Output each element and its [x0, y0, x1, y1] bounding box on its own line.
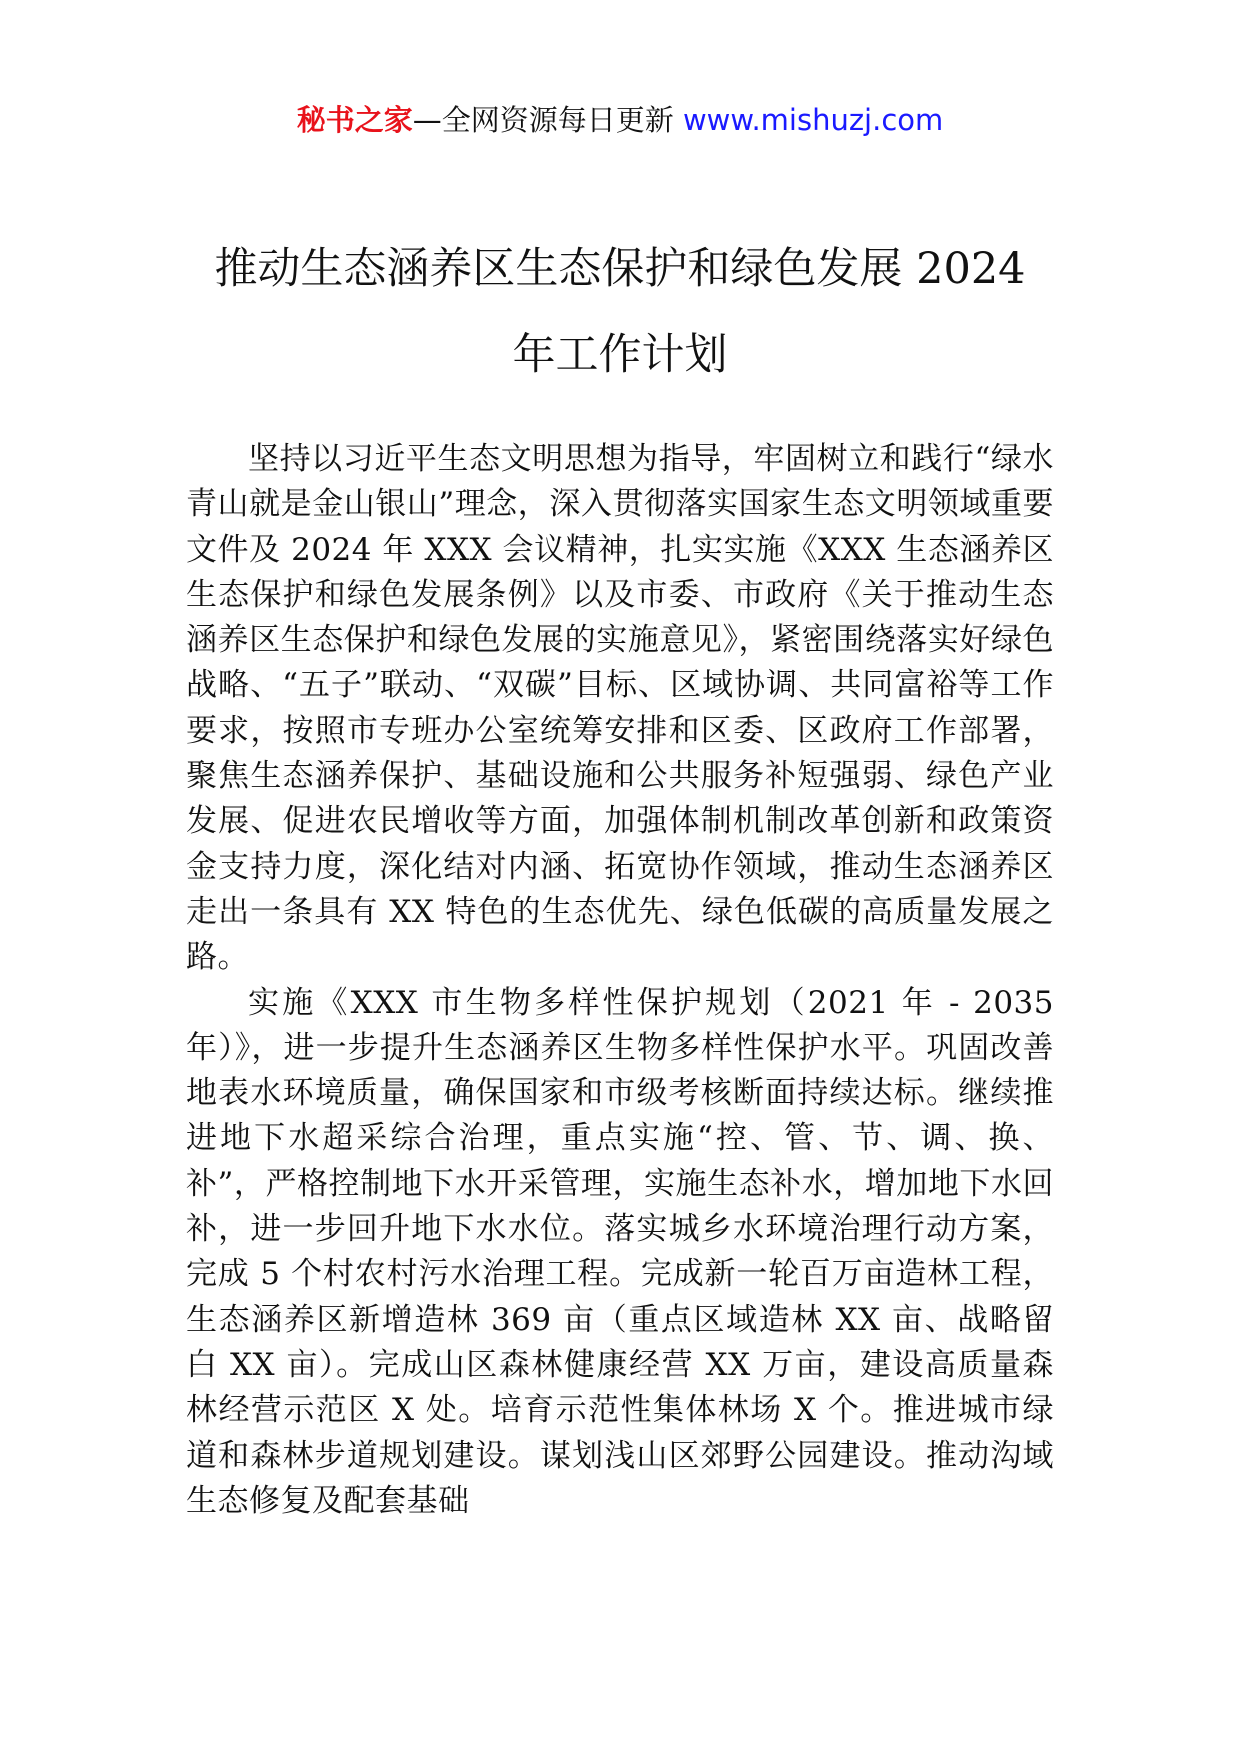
header-slogan: —全网资源每日更新	[412, 103, 674, 137]
document-title	[180, 226, 1060, 398]
brand-name: 秘书之家	[296, 103, 413, 137]
paragraph: 坚持以习近平生态文明思想为指导，牢固树立和践行“绿水青山就是金山银山”理念，深入贯彻落实国家生态文明领域重要文件及 2024 年 XXX 会议精神，扎实实施《XXX 生态涵养区生态保护和绿色发展条例》以及市委、市政府《关于推动生态涵养区生态保护和绿色发展的实施意见》，紧密围绕落实好绿色战略、“五子”联动、“双碳”目标、区域协调、共同富裕等工作要求，按照市专班办公室统筹安排和区委、区政府工作部署，聚焦生态涵养保护、基础设施和公共服务补短强弱、绿色产业发展、促进农民增收等方面，加强体制机制改革创新和政策资金支持力度，深化结对内涵、拓宽协作领域，推动生态涵养区走出一条具有 XX 特色的生态优先、绿色低碳的高质量发展之路。	[186, 441, 1054, 976]
paragraph: 实施《XXX 市生物多样性保护规划（2021 年 - 2035 年）》，进一步提升生态涵养区生物多样性保护水平。巩固改善地表水环境质量，确保国家和市级考核断面持续达标。继续推进地下水超采综合治理，重点实施“控、管、节、调、换、补”，严格控制地下水开采管理，实施生态补水，增加地下水回补，进一步回升地下水水位。落实城乡水环境治理行动方案，完成 5 个村农村污水治理工程。完成新一轮百万亩造林工程，生态涵养区新增造林 369 亩（重点区域造林 XX 亩、战略留白 XX 亩）。完成山区森林健康经营 XX 万亩，建设高质量森林经营示范区 X 处。培育示范性集体林场 X 个。推进城市绿道和森林步道规划建设。谋划浅山区郊野公园建设。推动沟域生态修复及配套基础	[186, 984, 1054, 1519]
site-header	[0, 100, 1240, 140]
title-line-1: 推动生态涵养区生态保护和绿色发展 2024	[214, 244, 1026, 294]
document-body	[186, 437, 1054, 1524]
site-link[interactable]: www.mishuzj.com	[682, 103, 944, 137]
title-line-2: 年工作计划	[512, 330, 728, 380]
